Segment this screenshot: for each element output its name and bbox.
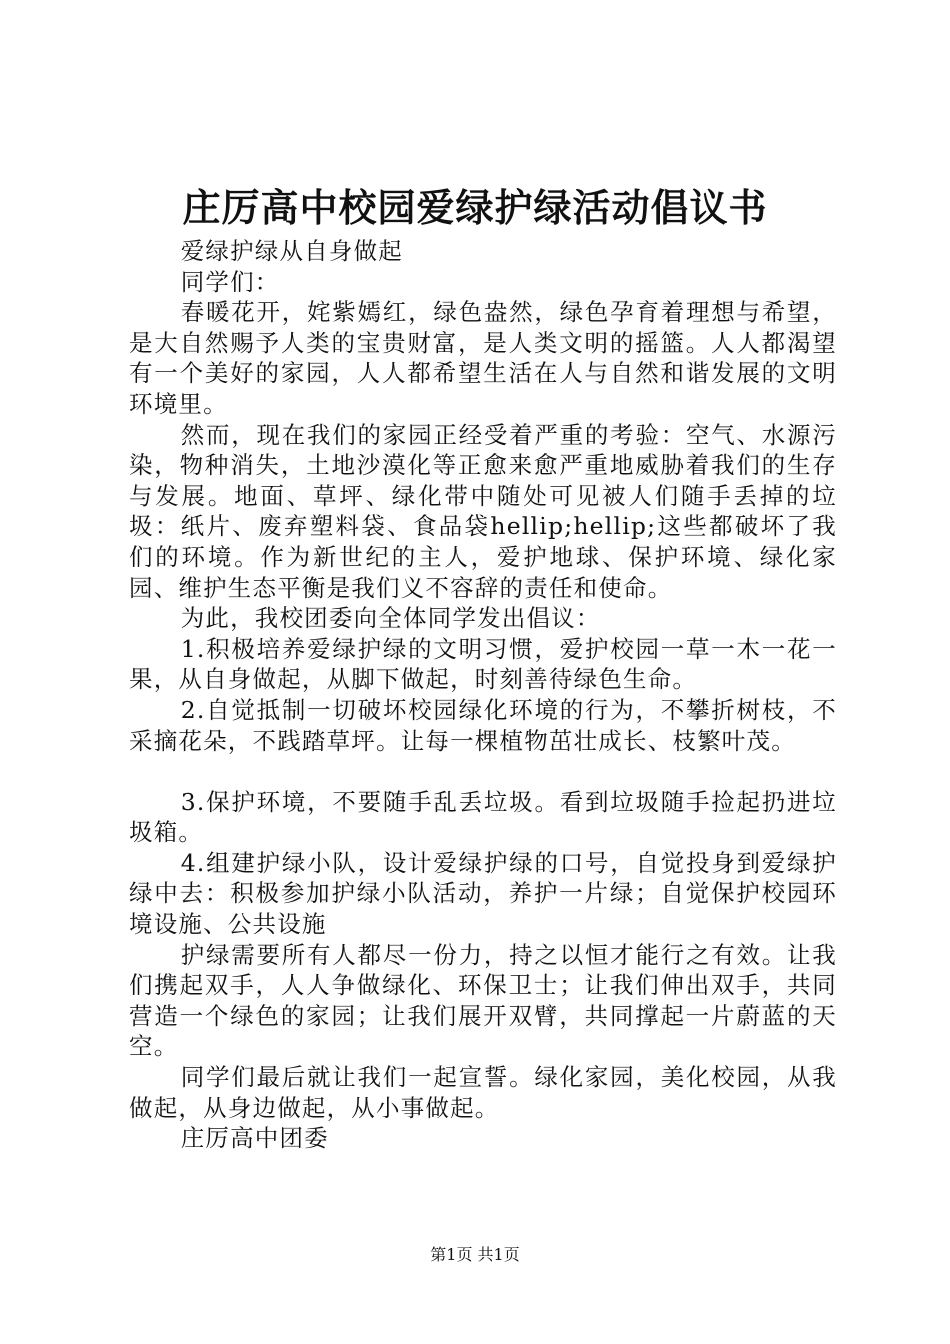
proposal-item-3: 3.保护环境，不要随手乱丢垃圾。看到垃圾随手捡起扔进垃圾箱。	[129, 787, 837, 847]
proposal-item-2: 2.自觉抵制一切破坏校园绿化环境的行为，不攀折树枝，不采摘花朵，不践踏草坪。让每一棵植物茁壮成长、枝繁叶茂。	[129, 695, 837, 755]
subtitle-paragraph: 爱绿护绿从自身做起	[180, 237, 403, 265]
appeal-paragraph: 护绿需要所有人都尽一份力，持之以恒才能行之有效。让我们携起双手，人人争做绿化、环保卫士；让我们伸出双手，共同营造一个绿色的家园；让我们展开双臂，共同撑起一片蔚蓝的天空。	[129, 940, 837, 1061]
document-title: 庄厉高中校园爱绿护绿活动倡议书	[182, 185, 768, 230]
page-footer: 第1页 共1页	[430, 1245, 520, 1264]
document-body	[129, 236, 837, 1154]
proposal-item-1: 1.积极培养爱绿护绿的文明习惯，爱护校园一草一木一花一果，从自身做起，从脚下做起，时刻善待绿色生命。	[129, 634, 837, 694]
proposal-intro-paragraph: 为此，我校团委向全体同学发出倡议：	[180, 604, 601, 633]
proposal-item-4: 4.组建护绿小队，设计爱绿护绿的口号，自觉投身到爱绿护绿中去：积极参加护绿小队活动，养护一片绿；自觉保护校园环境设施、公共设施	[129, 848, 837, 939]
closing-paragraph: 同学们最后就让我们一起宣誓。绿化家园，美化校园，从我做起，从身边做起，从小事做起。	[129, 1063, 837, 1122]
problem-paragraph: 然而，现在我们的家园正经受着严重的考验：空气、水源污染，物种消失，土地沙漠化等正愈来愈严重地威胁着我们的生存与发展。地面、草坪、绿化带中随处可见被人们随手丢掉的垃圾：纸片、废弃塑料袋、食品袋hellip;hellip;这些都破坏了我们的环境。作为新世纪的主人，爱护地球、保护环境、绿化家园、维护生态平衡是我们义不容辞的责任和使命。	[129, 420, 837, 602]
paragraph-gap	[129, 756, 837, 787]
signature-paragraph: 庄厉高中团委	[180, 1124, 329, 1153]
intro-paragraph: 春暖花开，姹紫嫣红，绿色盎然，绿色孕育着理想与希望，是大自然赐予人类的宝贵财富，是人类文明的摇篮。人人都渴望有一个美好的家园，人人都希望生活在人与自然和谐发展的文明环境里。	[129, 298, 837, 418]
salutation-paragraph: 同学们：	[180, 267, 280, 296]
